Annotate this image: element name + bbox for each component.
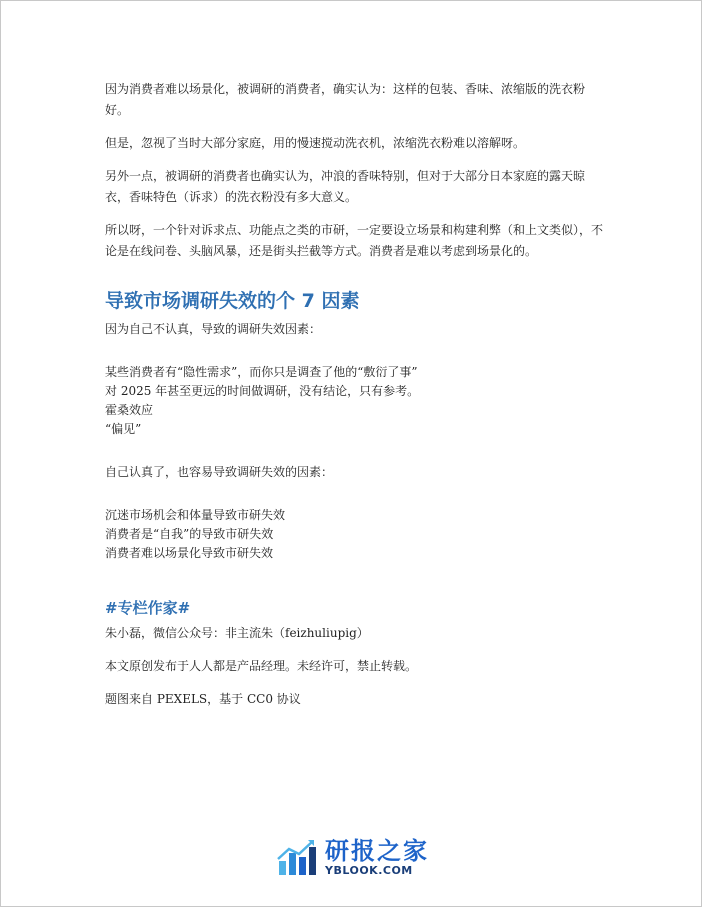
intro-paragraph-2: 但是，忽视了当时大部分家庭，用的慢速搅动洗衣机，浓缩洗衣粉难以溶解呀。 xyxy=(105,136,526,150)
intro-paragraph-3: 另外一点，被调研的消费者也确实认为，冲浪的香味特别，但对于大部分日本家庭的露天晾衣，香味特色（诉求）的洗衣粉没有多大意义。 xyxy=(105,169,586,204)
section-heading: 导致市场调研失效的个 7 因素 xyxy=(105,290,360,312)
author-heading: #专栏作家# xyxy=(105,599,191,617)
author-info: 朱小磊，微信公众号：非主流朱（feizhuliupig） xyxy=(105,626,369,640)
section-lead-2: 自己认真了，也容易导致调研失效的因素： xyxy=(105,465,334,479)
bar-chart-logo-icon xyxy=(275,837,319,877)
factor-list-1 xyxy=(105,363,605,439)
list-item: “偏见” xyxy=(105,422,142,436)
section-lead: 因为自己不认真，导致的调研失效因素： xyxy=(105,322,322,336)
list-item: 消费者难以场景化导致市研失效 xyxy=(105,546,274,560)
list-item: 消费者是“自我”的导致市研失效 xyxy=(105,527,274,541)
list-item: 霍桑效应 xyxy=(105,403,154,417)
factor-list-2 xyxy=(105,506,605,563)
list-item: 沉迷市场机会和体量导致市研失效 xyxy=(105,508,286,522)
image-credit: 题图来自 PEXELS，基于 CC0 协议 xyxy=(105,692,301,706)
intro-paragraph-1: 因为消费者难以场景化，被调研的消费者，确实认为：这样的包装、香味、浓缩版的洗衣粉好。 xyxy=(105,82,586,117)
intro-paragraph-4: 所以呀，一个针对诉求点、功能点之类的市研，一定要设立场景和构建利弊（和上文类似），不论是在线问卷、头脑风暴，还是街头拦截等方式。消费者是难以考虑到场景化的。 xyxy=(105,223,604,258)
copyright-notice: 本文原创发布于人人都是产品经理。未经许可，禁止转载。 xyxy=(105,659,418,673)
site-logo xyxy=(1,833,702,881)
article-body xyxy=(105,79,605,722)
list-item: 某些消费者有“隐性需求”，而你只是调查了他的“敷衍了事” xyxy=(105,365,418,379)
logo-name: 研报之家 xyxy=(325,836,429,865)
list-item: 对 2025 年甚至更远的时间做调研，没有结论，只有参考。 xyxy=(105,384,420,398)
logo-domain: YBLOOK.COM xyxy=(325,863,413,877)
